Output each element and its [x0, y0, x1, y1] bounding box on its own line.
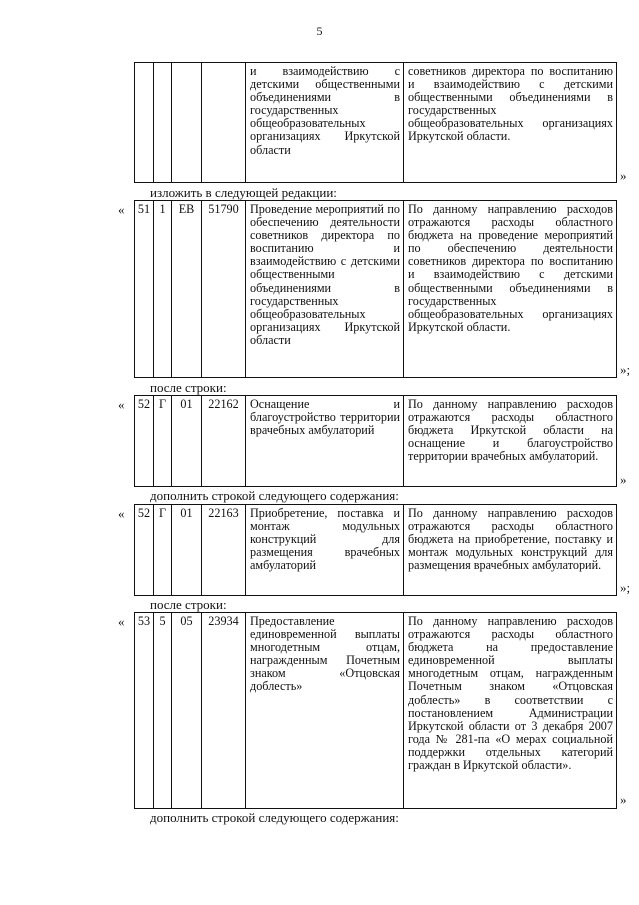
closing-quote: » [620, 472, 627, 487]
opening-quote: « [118, 397, 125, 412]
code-cell-3: 01 [171, 396, 201, 486]
closing-quote: »; [620, 580, 631, 595]
closing-quote: » [620, 168, 627, 183]
code-cell-2: Г [153, 505, 171, 595]
instruction-text: дополнить строкой следующего содержания: [150, 810, 399, 825]
code-cell-1: 52 [137, 506, 151, 520]
table-row [134, 612, 617, 809]
code-cell-2: 1 [153, 201, 171, 377]
code-cell-3: 05 [171, 613, 201, 808]
code-cell-4: 51790 [201, 201, 245, 377]
description-cell: советников директора по воспитанию и взаимодействию с детскими общественными объединениями в государственных общеобразовательных организациях Иркутской области. [403, 63, 616, 182]
name-cell: Оснащение и благоустройство территории врачебных амбулаторий [245, 396, 403, 486]
opening-quote: « [118, 202, 125, 217]
code-cell-4 [201, 63, 245, 182]
page-number: 5 [316, 24, 323, 38]
opening-quote: « [118, 506, 125, 521]
instruction-text: после строки: [150, 597, 227, 612]
instruction-text: после строки: [150, 380, 227, 395]
instruction-text: изложить в следующей редакции: [150, 185, 337, 200]
code-cell-3: ЕВ [171, 201, 201, 377]
name-cell: Проведение мероприятий по обеспечению деятельности советников директора по воспитанию и взаимодействию с детскими общественными объединениями в государственных общеобразовательных организациях Иркутской области [245, 201, 403, 377]
code-cell-4: 22162 [201, 396, 245, 486]
name-cell: Предоставление единовременной выплаты многодетным отцам, награжденным Почетным знаком «Отцовская доблесть» [245, 613, 403, 808]
table-row [134, 504, 617, 596]
code-cell-2 [153, 63, 171, 182]
code-cell-1 [135, 63, 153, 182]
description-cell: По данному направлению расходов отражаются расходы областного бюджета Иркутской области на оснащение и благоустройство территории врачебных амбулаторий. [403, 396, 616, 486]
code-cell-3: 01 [171, 505, 201, 595]
name-cell: Приобретение, поставка и монтаж модульных конструкций для размещения врачебных амбулаторий [245, 505, 403, 595]
description-cell: По данному направлению расходов отражаются расходы областного бюджета на проведение мероприятий по обеспечению деятельности советников директора по воспитанию и взаимодействию с детскими общественными объединениями в государственных общеобразовательных организациях Иркутской области. [403, 201, 616, 377]
table-row [134, 62, 617, 183]
code-cell-1: 53 [137, 614, 151, 628]
instruction-text: дополнить строкой следующего содержания: [150, 488, 399, 503]
description-cell: По данному направлению расходов отражаются расходы областного бюджета на предоставление единовременной выплаты многодетным отцам, награжденным Почетным знаком «Отцовская доблесть» в соответствии с постановлением Администрации Иркутской области от 3 декабря 2007 года № 281-па «О мерах социальной поддержки отдельных категорий граждан в Иркутской области». [403, 613, 616, 808]
code-cell-1: 52 [137, 397, 151, 411]
description-cell: По данному направлению расходов отражаются расходы областного бюджета на приобретение, поставку и монтаж модульных конструкций для размещения врачебных амбулаторий. [403, 505, 616, 595]
code-cell-2: 5 [153, 613, 171, 808]
closing-quote: » [620, 792, 627, 807]
code-cell-4: 23934 [201, 613, 245, 808]
table-row [134, 200, 617, 378]
code-cell-2: Г [153, 396, 171, 486]
code-cell-1: 51 [137, 202, 151, 216]
code-cell-3 [171, 63, 201, 182]
closing-quote: »; [620, 362, 631, 377]
opening-quote: « [118, 614, 125, 629]
code-cell-4: 22163 [201, 505, 245, 595]
table-row [134, 395, 617, 487]
name-cell: и взаимодействию с детскими общественными объединениями в государственных общеобразовательных организациях Иркутской области [245, 63, 403, 182]
